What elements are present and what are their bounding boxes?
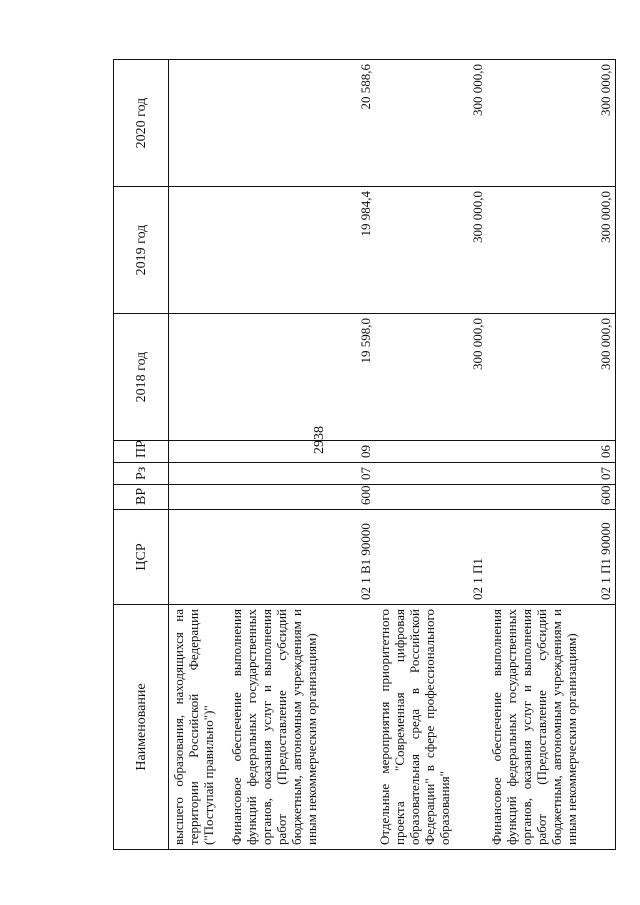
row-name: высшего образования, находящихся на территории Российской Федерации ("Поступай правильно")" <box>169 605 227 850</box>
row-csr: 02 1 П1 90000 <box>487 510 616 605</box>
budget-table-wrapper <box>113 60 613 850</box>
budget-table <box>113 59 616 850</box>
row-vr: 600 <box>487 485 616 510</box>
header-vr: ВР <box>114 485 169 510</box>
row-2019: 19 984,4 <box>227 187 375 314</box>
row-pr: 09 <box>227 441 375 463</box>
row-rz: 07 <box>487 463 616 485</box>
page-number: 2938 <box>312 426 327 454</box>
row-2018: 19 598,0 <box>227 314 375 441</box>
table-row <box>375 60 487 850</box>
table-row <box>227 60 375 850</box>
row-2019: 300 000,0 <box>487 187 616 314</box>
row-2018: 300 000,0 <box>375 314 487 441</box>
header-csr: ЦСР <box>114 510 169 605</box>
row-vr: 600 <box>227 485 375 510</box>
row-vr <box>169 485 227 510</box>
row-2019 <box>169 187 227 314</box>
header-2020: 2020 год <box>114 60 169 187</box>
row-2020 <box>169 60 227 187</box>
table-row <box>487 60 616 850</box>
row-vr <box>375 485 487 510</box>
row-name: Финансовое обеспечение выполнения функций федеральных государственных органов, оказания услуг и выполнения работ (Предоставление субсидий бюджетным, автономным учреждениям и иным некоммерческим организациям) <box>227 605 375 850</box>
row-pr <box>169 441 227 463</box>
row-csr: 02 1 П1 <box>375 510 487 605</box>
header-2019: 2019 год <box>114 187 169 314</box>
row-2018: 300 000,0 <box>487 314 616 441</box>
row-rz <box>375 463 487 485</box>
row-pr: 06 <box>487 441 616 463</box>
header-pr: ПР <box>114 441 169 463</box>
row-csr <box>169 510 227 605</box>
row-2020: 300 000,0 <box>487 60 616 187</box>
row-2019: 300 000,0 <box>375 187 487 314</box>
row-name: Отдельные мероприятия приоритетного проекта "Современная цифровая образовательная среда в Российской Федерации" в сфере профессионального образования" <box>375 605 487 850</box>
header-rz: Рз <box>114 463 169 485</box>
row-pr <box>375 441 487 463</box>
table-row <box>169 60 227 850</box>
row-2020: 300 000,0 <box>375 60 487 187</box>
table-header-row <box>114 60 169 850</box>
row-rz: 07 <box>227 463 375 485</box>
row-csr: 02 1 В1 90000 <box>227 510 375 605</box>
row-2020: 20 588,6 <box>227 60 375 187</box>
row-rz <box>169 463 227 485</box>
header-2018: 2018 год <box>114 314 169 441</box>
header-name: Наименование <box>114 605 169 850</box>
row-2018 <box>169 314 227 441</box>
row-name: Финансовое обеспечение выполнения функций федеральных государственных органов, оказания услуг и выполнения работ (Предоставление субсидий бюджетным, автономным учреждениям и иным некоммерческим организациям) <box>487 605 616 850</box>
